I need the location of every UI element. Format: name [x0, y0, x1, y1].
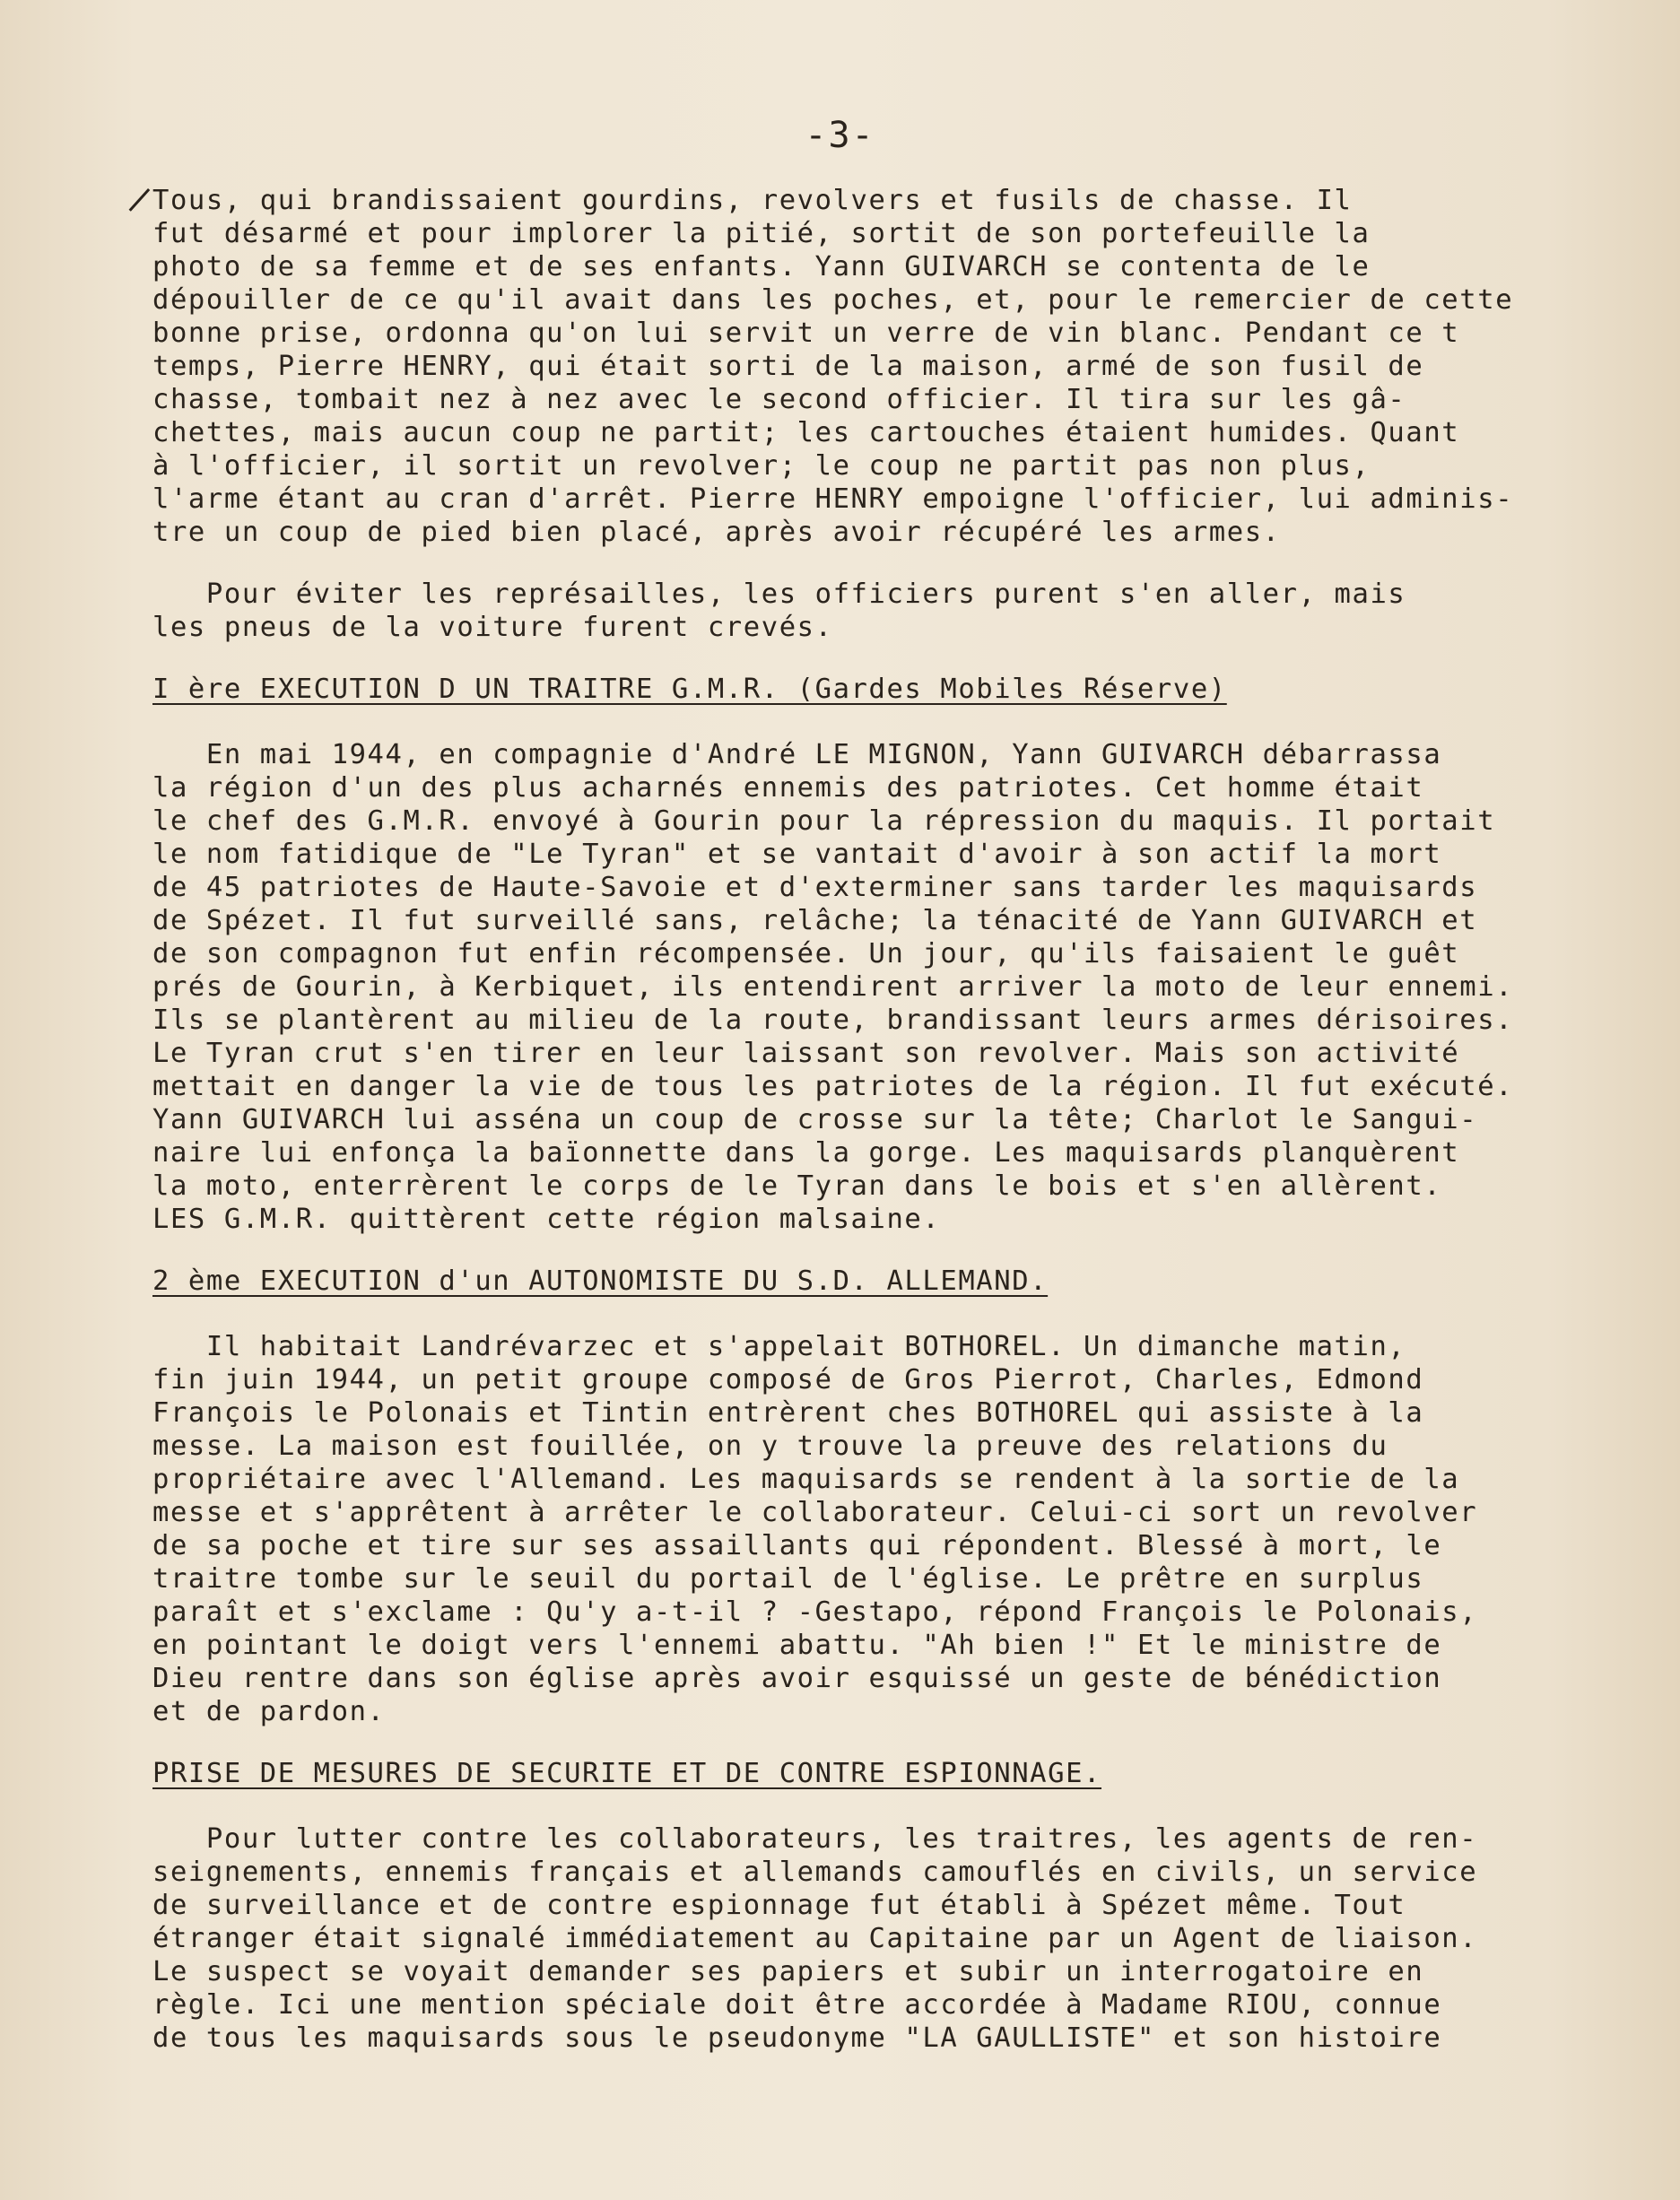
text-line: Ils se plantèrent au milieu de la route, brandissant leurs armes dérisoires.	[152, 1004, 1514, 1036]
text-line: mettait en danger la vie de tous les patriotes de la région. Il fut exécuté.	[152, 1071, 1514, 1102]
section-heading-security-measures: PRISE DE MESURES DE SECURITE ET DE CONTRE ESPIONNAGE.	[152, 1758, 1102, 1789]
text-line: LES G.M.R. quittèrent cette région malsaine.	[152, 1204, 941, 1235]
text-line: photo de sa femme et de ses enfants. Yann GUIVARCH se contenta de le	[152, 251, 1371, 283]
text-line: de sa poche et tire sur ses assaillants qui répondent. Blessé à mort, le	[152, 1530, 1442, 1561]
text-line: naire lui enfonça la baïonnette dans la gorge. Les maquisards planquèrent	[152, 1137, 1460, 1169]
text-line: Il habitait Landrévarzec et s'appelait BOTHOREL. Un dimanche matin,	[152, 1331, 1406, 1362]
text-line: et de pardon.	[152, 1696, 386, 1727]
text-line: chasse, tombait nez à nez avec le second officier. Il tira sur les gâ-	[152, 384, 1406, 415]
text-line: Yann GUIVARCH lui asséna un coup de crosse sur la tête; Charlot le Sangui-	[152, 1104, 1478, 1135]
text-line: le nom fatidique de "Le Tyran" et se vantait d'avoir à son actif la mort	[152, 839, 1442, 870]
text-line: à l'officier, il sortit un revolver; le coup ne partit pas non plus,	[152, 450, 1371, 482]
text-line: messe et s'apprêtent à arrêter le collaborateur. Celui-ci sort un revolver	[152, 1497, 1478, 1528]
text-line: de son compagnon fut enfin récompensée. Un jour, qu'ils faisaient le guêt	[152, 938, 1460, 970]
paragraph-security-measures	[152, 1822, 1659, 2055]
text-line: fut désarmé et pour implorer la pitié, sortit de son portefeuille la	[152, 218, 1371, 249]
text-line: Le Tyran crut s'en tirer en leur laissant son revolver. Mais son activité	[152, 1038, 1460, 1069]
text-line: Tous, qui brandissaient gourdins, revolvers et fusils de chasse. Il	[152, 185, 1353, 216]
text-line: seignements, ennemis français et allemands camouflés en civils, un service	[152, 1857, 1478, 1888]
text-line: temps, Pierre HENRY, qui était sorti de la maison, armé de son fusil de	[152, 351, 1424, 382]
text-line: fin juin 1944, un petit groupe composé de Gros Pierrot, Charles, Edmond	[152, 1364, 1424, 1396]
text-line: de surveillance et de contre espionnage fut établi à Spézet même. Tout	[152, 1890, 1406, 1921]
text-line: Le suspect se voyait demander ses papiers et subir un interrogatoire en	[152, 1956, 1424, 1987]
text-line: traitre tombe sur le seuil du portail de l'église. Le prêtre en surplus	[152, 1563, 1424, 1595]
text-line: les pneus de la voiture furent crevés.	[152, 612, 833, 643]
text-line: l'arme étant au cran d'arrêt. Pierre HENRY empoigne l'officier, lui adminis-	[152, 483, 1514, 515]
text-line: règle. Ici une mention spéciale doit être accordée à Madame RIOU, connue	[152, 1989, 1442, 2021]
section-heading-second-execution: 2 ème EXECUTION d'un AUTONOMISTE DU S.D. ALLEMAND.	[152, 1265, 1049, 1297]
page-number: -3-	[805, 115, 875, 156]
text-line: chettes, mais aucun coup ne partit; les cartouches étaient humides. Quant	[152, 417, 1460, 448]
text-line: prés de Gourin, à Kerbiquet, ils entendirent arriver la moto de leur ennemi.	[152, 971, 1514, 1003]
text-line: Pour éviter les représailles, les officiers purent s'en aller, mais	[152, 578, 1406, 610]
text-line: messe. La maison est fouillée, on y trouve la preuve des relations du	[152, 1430, 1388, 1462]
paragraph-intro	[152, 184, 1659, 549]
text-line: En mai 1944, en compagnie d'André LE MIGNON, Yann GUIVARCH débarrassa	[152, 739, 1442, 770]
paragraph-reprisals	[152, 578, 1659, 644]
text-line: tre un coup de pied bien placé, après avoir récupéré les armes.	[152, 517, 1281, 548]
text-line: en pointant le doigt vers l'ennemi abattu. "Ah bien !" Et le ministre de	[152, 1630, 1442, 1661]
text-line: Pour lutter contre les collaborateurs, les traitres, les agents de ren-	[152, 1823, 1478, 1855]
document-body	[152, 184, 1659, 2083]
text-line: la région d'un des plus acharnés ennemis des patriotes. Cet homme était	[152, 772, 1424, 804]
text-line: le chef des G.M.R. envoyé à Gourin pour la répression du maquis. Il portait	[152, 805, 1496, 837]
text-line: étranger était signalé immédiatement au Capitaine par un Agent de liaison.	[152, 1923, 1478, 1954]
text-line: de Spézet. Il fut surveillé sans, relâche; la ténacité de Yann GUIVARCH et	[152, 905, 1478, 936]
text-line: dépouiller de ce qu'il avait dans les poches, et, pour le remercier de cette	[152, 284, 1514, 316]
text-line: Dieu rentre dans son église après avoir esquissé un geste de bénédiction	[152, 1663, 1442, 1694]
text-line: paraît et s'exclame : Qu'y a-t-il ? -Gestapo, répond François le Polonais,	[152, 1596, 1478, 1628]
paragraph-second-execution	[152, 1330, 1659, 1728]
text-line: de 45 patriotes de Haute-Savoie et d'exterminer sans tarder les maquisards	[152, 872, 1478, 903]
paragraph-first-execution	[152, 738, 1659, 1236]
text-line: propriétaire avec l'Allemand. Les maquisards se rendent à la sortie de la	[152, 1464, 1460, 1495]
text-line: la moto, enterrèrent le corps de le Tyran dans le bois et s'en allèrent.	[152, 1170, 1442, 1202]
text-line: bonne prise, ordonna qu'on lui servit un verre de vin blanc. Pendant ce t	[152, 317, 1460, 349]
section-heading-first-execution: I ère EXECUTION D UN TRAITRE G.M.R. (Gardes Mobiles Réserve)	[152, 674, 1227, 705]
text-line: de tous les maquisards sous le pseudonyme "LA GAULLISTE" et son histoire	[152, 2022, 1442, 2054]
text-line: François le Polonais et Tintin entrèrent ches BOTHOREL qui assiste à la	[152, 1397, 1424, 1429]
